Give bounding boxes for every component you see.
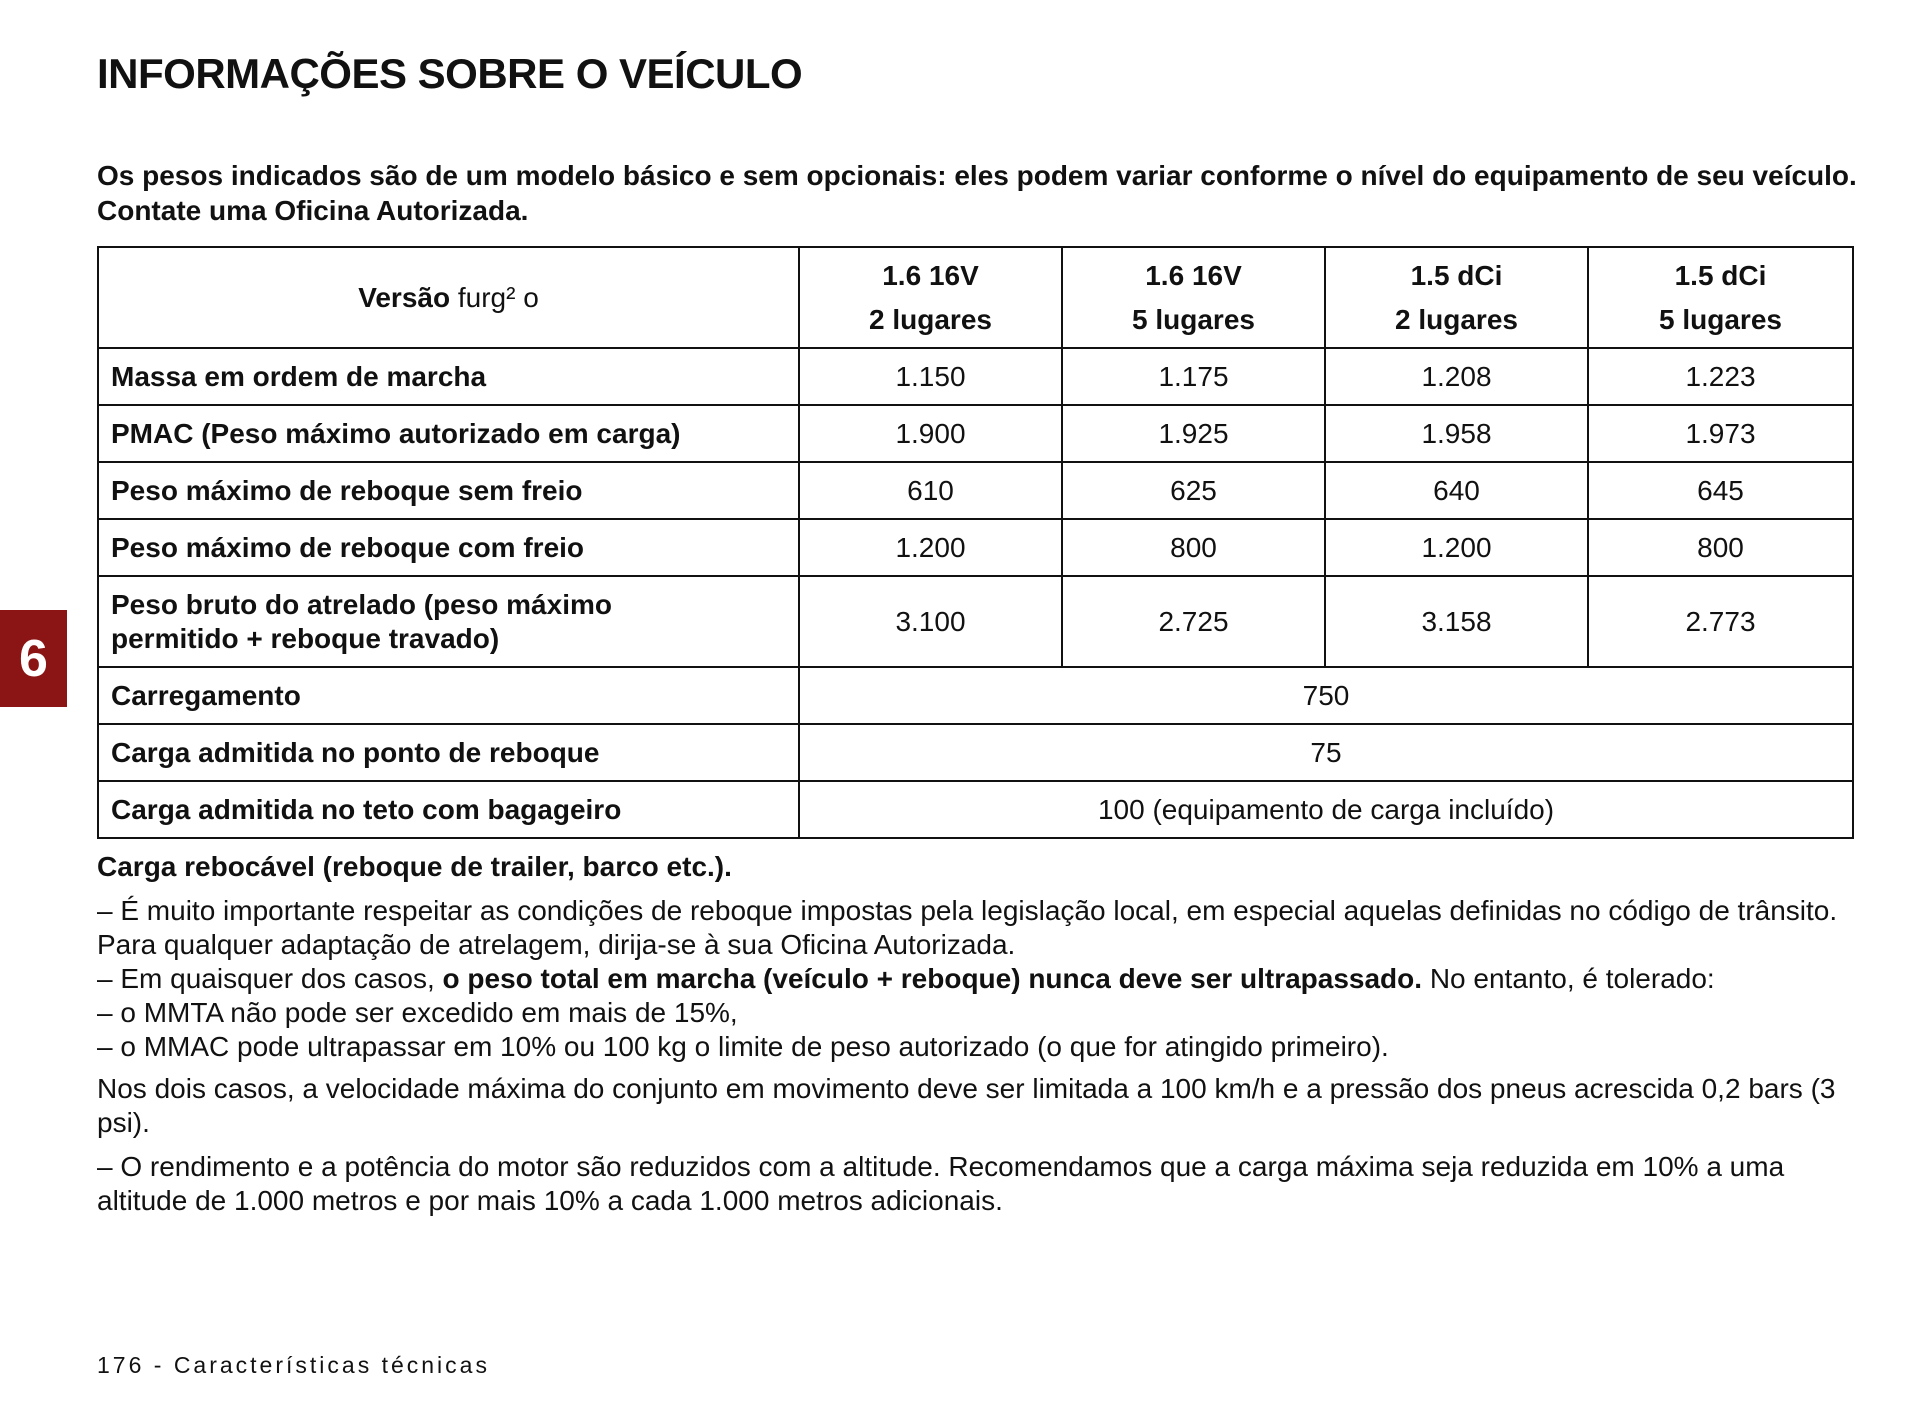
- note-paragraph: – o MMTA não pode ser excedido em mais de 15%,: [97, 997, 738, 1028]
- table-cell: 800: [1588, 519, 1853, 576]
- table-cell: 1.150: [799, 348, 1062, 405]
- column-seats: 2 lugares: [1395, 303, 1518, 335]
- column-header: [1062, 247, 1325, 348]
- table-cell: 3.100: [799, 576, 1062, 667]
- table-cell: 1.175: [1062, 348, 1325, 405]
- row-label: Massa em ordem de marcha: [98, 348, 799, 405]
- table-cell: 610: [799, 462, 1062, 519]
- table-cell: 1.223: [1588, 348, 1853, 405]
- column-seats: 2 lugares: [869, 303, 992, 335]
- row-label: Peso máximo de reboque sem freio: [98, 462, 799, 519]
- note-text: No entanto, é tolerado:: [1422, 963, 1715, 994]
- notes-heading: Carga rebocável (reboque de trailer, barco etc.).: [97, 851, 732, 882]
- table-row: [98, 462, 1853, 519]
- table-cell: 3.158: [1325, 576, 1588, 667]
- table-cell-merged: 75: [799, 724, 1853, 781]
- page-footer: 176 - Características técnicas: [97, 1352, 490, 1378]
- note-paragraph: – o MMAC pode ultrapassar em 10% ou 100 kg o limite de peso autorizado (o que for atingido primeiro).: [97, 1031, 1389, 1062]
- table-cell: 625: [1062, 462, 1325, 519]
- page-title: INFORMAÇÕES SOBRE O VEÍCULO: [97, 50, 803, 97]
- table-row: [98, 348, 1853, 405]
- table-cell: 2.725: [1062, 576, 1325, 667]
- note-text: – Em quaisquer dos casos,: [97, 963, 443, 994]
- row-label-line: Peso bruto do atrelado (peso máximo: [111, 588, 612, 620]
- row-label: PMAC (Peso máximo autorizado em carga): [98, 405, 799, 462]
- column-engine: 1.6 16V: [1145, 259, 1242, 291]
- table-cell: 645: [1588, 462, 1853, 519]
- table-cell: 640: [1325, 462, 1588, 519]
- row-label: [98, 576, 799, 667]
- table-cell: 800: [1062, 519, 1325, 576]
- table-row: [98, 781, 1853, 838]
- column-header: [799, 247, 1062, 348]
- version-header: [98, 247, 799, 348]
- table-row: [98, 667, 1853, 724]
- weights-table: [97, 246, 1854, 839]
- table-row: [98, 724, 1853, 781]
- column-engine: 1.6 16V: [882, 259, 979, 291]
- table-header-row: [98, 247, 1853, 348]
- table-cell: 1.925: [1062, 405, 1325, 462]
- version-header-bold: Versão: [358, 281, 451, 313]
- column-engine: 1.5 dCi: [1410, 259, 1503, 291]
- version-header-rest: furg² o: [450, 281, 539, 313]
- intro-text: Os pesos indicados são de um modelo básico e sem opcionais: eles podem variar conforme o nível do equipamento de seu veículo. Contate uma Oficina Autorizada.: [97, 160, 1857, 226]
- note-paragraph: – O rendimento e a potência do motor são reduzidos com a altitude. Recomendamos que a carga máxima seja reduzida em 10% a uma altitude de 1.000 metros e por mais 10% a cada 1.000 metros adicionais.: [97, 1151, 1785, 1216]
- row-label: Carga admitida no ponto de reboque: [98, 724, 799, 781]
- table-cell: 1.900: [799, 405, 1062, 462]
- note-paragraph: Nos dois casos, a velocidade máxima do conjunto em movimento deve ser limitada a 100 km/h e a pressão dos pneus acrescida 0,2 bars (3 psi).: [97, 1073, 1836, 1138]
- table-cell: 1.200: [799, 519, 1062, 576]
- row-label-line: permitido + reboque travado): [111, 622, 500, 654]
- column-header: [1588, 247, 1853, 348]
- table-cell-merged: 100 (equipamento de carga incluído): [799, 781, 1853, 838]
- row-label: Peso máximo de reboque com freio: [98, 519, 799, 576]
- table-cell: 2.773: [1588, 576, 1853, 667]
- row-label: Carga admitida no teto com bagageiro: [98, 781, 799, 838]
- table-cell: 1.958: [1325, 405, 1588, 462]
- chapter-tab: 6: [0, 610, 67, 707]
- table-row: [98, 576, 1853, 667]
- column-engine: 1.5 dCi: [1674, 259, 1767, 291]
- table-cell-merged: 750: [799, 667, 1853, 724]
- row-label: Carregamento: [98, 667, 799, 724]
- table-row: [98, 405, 1853, 462]
- column-seats: 5 lugares: [1132, 303, 1255, 335]
- table-cell: 1.973: [1588, 405, 1853, 462]
- note-paragraph: [97, 962, 1857, 996]
- table-cell: 1.200: [1325, 519, 1588, 576]
- towing-notes: [97, 850, 1857, 1218]
- note-paragraph: – É muito importante respeitar as condições de reboque impostas pela legislação local, em especial aquelas definidas no código de trânsito. Para qualquer adaptação de atrelagem, dirija-se à sua Oficina Autorizada.: [97, 895, 1838, 960]
- column-header: [1325, 247, 1588, 348]
- note-emphasis: o peso total em marcha (veículo + reboque) nunca deve ser ultrapassado.: [442, 963, 1423, 994]
- column-seats: 5 lugares: [1659, 303, 1782, 335]
- table-row: [98, 519, 1853, 576]
- table-cell: 1.208: [1325, 348, 1588, 405]
